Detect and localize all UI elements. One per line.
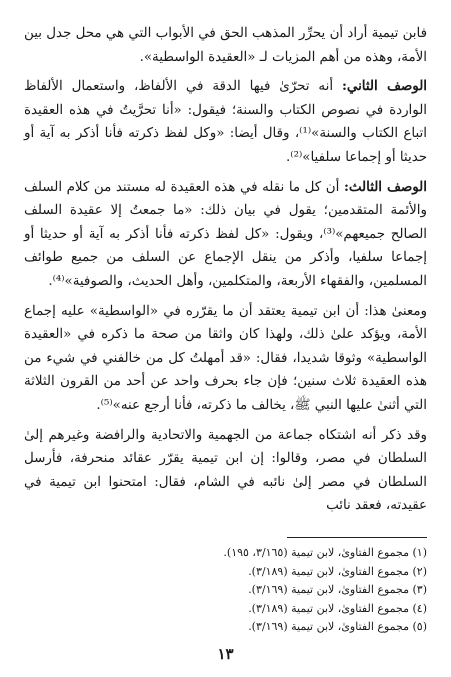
footnote-3: (٣) مجموع الفتاوىٰ، لابن تيمية (٣/١٦٩). <box>248 583 427 597</box>
paragraph-2-heading: الوصف الثاني: <box>341 78 427 95</box>
footnote-5: (٥) مجموع الفتاوىٰ، لابن تيمية (٣/١٦٩). <box>248 620 427 634</box>
paragraph-5 <box>24 424 427 518</box>
footnotes <box>24 537 427 637</box>
footnote-1: (١) مجموع الفتاوىٰ، لابن تيمية (٣/١٦٥، ١٩٥). <box>223 546 427 559</box>
body-text <box>24 22 427 518</box>
paragraph-3 <box>24 176 427 294</box>
paragraph-4-text: ومعنىٰ هذا: أن ابن تيمية يعتقد أن ما يقرّره في «الواسطية» عليه إجماع الأمة، ويؤكد علىٰ ذلك، ولهذا كان واثقا من صحة ما ذكره في «العقيدة الواسطية» وثوقا شديدا، فقال: «قد أمهلتُ كل من خالفني في شيء من هذه العقيدة ثلاث سنين؛ فإن جاء بحرف واحد عن أحد من القرون الثلاثة التي أثنىٰ عليها النبي ﷺ، يخالف ما ذكرته، فأنا أرجع عنه»⁽⁵⁾. <box>24 303 427 413</box>
footnote-2: (٢) مجموع الفتاوىٰ، لابن تيمية (٣/١٨٩). <box>248 564 427 578</box>
paragraph-5-text: وقد ذكر أنه اشتكاه جماعة من الجهمية والاتحادية والرافضة وغيرهم إلىٰ السلطان في مصر، وقالوا: إن ابن تيمية يقرّر عقائد منحرفة، فأرسل السلطان في مصر إلىٰ نائبه في الشام، فقال: امتحنوا ابن تيمية في عقيدته، فعقد نائب <box>24 427 427 514</box>
paragraph-3-text: أن كل ما نقله في هذه العقيدة له مستند من كلام السلف والأئمة المتقدمين؛ يقول في بيان ذلك: «ما جمعتُ إلا عقيدة السلف الصالح جميعهم»⁽³⁾، ويقول: «كل لفظ ذكرته فأنا أذكر به آية أو حديثا أو إجماعا سلفيا، وأذكر من ينقل الإجماع عن السلف من جميع طوائف المسلمين، والفقهاء الأربعة، والمتكلمين، وأهل الحديث، والصوفية»⁽⁴⁾. <box>24 179 427 289</box>
paragraph-3-heading: الوصف الثالث: <box>343 178 427 195</box>
footnote-4: (٤) مجموع الفتاوىٰ، لابن تيمية (٣/١٨٩). <box>248 601 427 615</box>
paragraph-1-text: فابن تيمية أراد أن يحرِّر المذهب الحق في الأبواب التي هي محل جدل بين الأمة، وهذه من أهم المزيات لـ «العقيدة الواسطية». <box>24 26 427 65</box>
paragraph-4 <box>24 300 427 418</box>
paragraph-1 <box>24 22 427 69</box>
footnote-separator <box>287 537 427 538</box>
paragraph-2 <box>24 75 427 169</box>
paragraph-2-text: أنه تحرّىٰ فيها الدقة في الألفاظ، واستعمال الألفاظ الواردة في نصوص الكتاب والسنة؛ فيقول: «أنا تحرَّيتُ في هذه العقيدة اتباع الكتاب والسنة»⁽¹⁾، وقال أيضا: «وكل لفظ ذكرته فأنا أذكر به آية أو حديثا أو إجماعا سلفيا»⁽²⁾. <box>24 79 427 165</box>
page-number: ١٣ <box>217 645 234 663</box>
